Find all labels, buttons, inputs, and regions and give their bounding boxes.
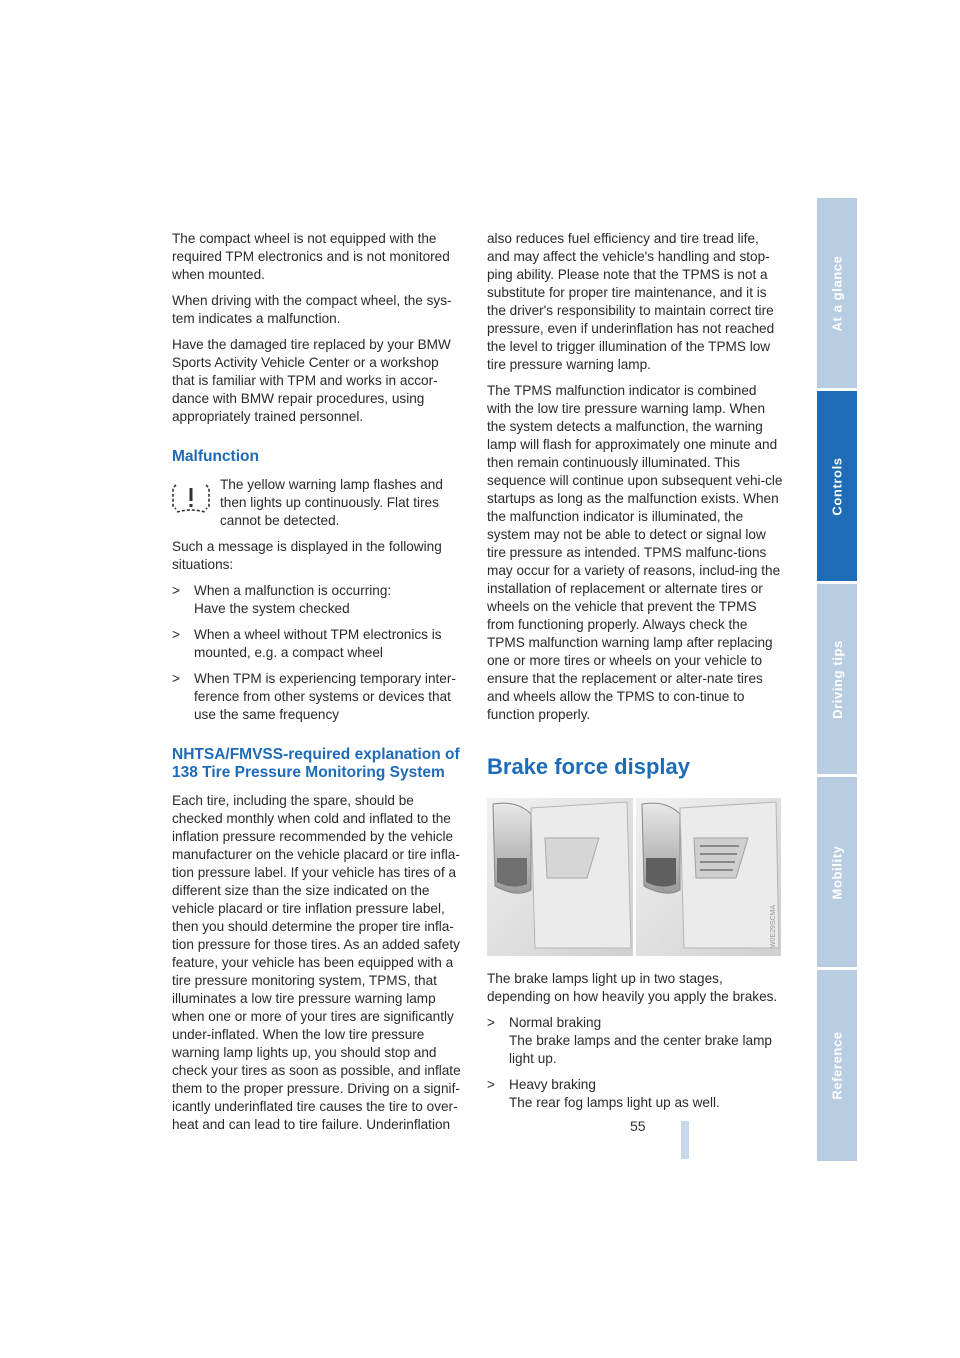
tab-label: Reference (829, 1031, 845, 1100)
situation-text: When a malfunction is occurring: (194, 583, 392, 598)
brake-item (487, 1076, 783, 1112)
bullet-mark: > (172, 583, 180, 598)
brake-item-text: The rear fog lamps light up as well. (509, 1095, 720, 1110)
right-column (487, 230, 783, 1120)
bullet-mark: > (172, 627, 180, 642)
warning-block (172, 476, 464, 530)
tab-label: At a glance (829, 255, 845, 331)
nhtsa-heading: NHTSA/FMVSS-required explanation of 138 Tire Pressure Monitoring System (172, 746, 460, 781)
situation-subtext: Have the system checked (194, 601, 350, 616)
warning-text: The yellow warning lamp flashes and then lights up continuously. Flat tires cannot be detected. (220, 477, 443, 528)
brake-lamps-illustration (487, 798, 781, 956)
bullet-mark: > (172, 671, 180, 686)
nhtsa-paragraph: Each tire, including the spare, should be checked monthly when cold and inflated to the inflation pressure recommended by the vehicle manufacturer on the vehicle placard or tire infla-tion pressure label. If your vehicle has tires of a different size than the size indicated on the vehicle placard or tire inflation pressure label, then you should determine the proper tire infla-tion pressure for those tires. As an added safety feature, your vehicle has been equipped with a tire pressure monitoring system, TPMS, that illuminates a low tire pressure warning lamp when one or more of your tires are significantly under-inflated. When the low tire pressure warning lamp lights up, you should stop and check your tires as soon as possible, and inflate them to the proper pressure. Driving on a signif-icantly underinflated tire causes the tire to over-heat and can lead to tire failure. Underinflation (172, 793, 461, 1132)
tab-label: Mobility (829, 845, 845, 899)
tab-mobility[interactable] (817, 777, 857, 967)
intro-paragraph-3: Have the damaged tire replaced by your BMW Sports Activity Vehicle Center or a workshop that is familiar with TPM and works in accor-dance with BMW repair procedures, using appropriately trained personnel. (172, 337, 451, 424)
tab-reference[interactable] (817, 970, 857, 1161)
malfunction-indicator-paragraph: The TPMS malfunction indicator is combined with the low tire pressure warning lamp. When the system detects a malfunction, the warning lamp will flash for approximately one minute and then remain continuously illuminated. This sequence will continue upon subsequent vehi-cle startups as long as the malfunction exists. When the malfunction indicator is illuminated, the system may not be able to detect or signal low tire pressure as intended. TPMS malfunc-tions may occur for a variety of reasons, includ-ing the installation of replacement or alternate tires or wheels on the vehicle that prevent the TPMS from functioning properly. Always check the TPMS malfunction warning lamp after replacing one or more tires or wheels on your vehicle to ensure that the replacement or alter-nate tires and wheels allow the TPMS to con-tinue to function properly. (487, 383, 783, 722)
situation-item (172, 582, 464, 618)
situation-item (172, 670, 464, 724)
situation-text: When a wheel without TPM electronics is mounted, e.g. a compact wheel (194, 627, 442, 660)
tab-controls[interactable] (817, 391, 857, 581)
left-column (172, 230, 464, 1142)
brake-item (487, 1014, 783, 1068)
tire-pressure-warning-icon (172, 478, 210, 516)
tab-label: Driving tips (829, 639, 845, 719)
situation-item (172, 626, 464, 662)
malfunction-heading: Malfunction (172, 448, 259, 465)
intro-paragraph-1: The compact wheel is not equipped with the required TPM electronics and is not monitored when mounted. (172, 231, 450, 282)
situations-intro: Such a message is displayed in the following situations: (172, 539, 442, 572)
tab-driving-tips[interactable] (817, 584, 857, 774)
continued-paragraph: also reduces fuel efficiency and tire tread life, and may affect the vehicle's handling and stop-ping ability. Please note that the TPMS is not a substitute for proper tire maintenance, and it is the driver's responsibility to maintain correct tire pressure, even if underinflation has not reached the level to trigger illumination of the TPMS low tire pressure warning lamp. (487, 231, 775, 372)
brake-lamps-figure (487, 798, 781, 956)
page-number: 55 (630, 1118, 646, 1134)
bullet-mark: > (487, 1077, 495, 1092)
figure-code: W0E29SCMA (770, 904, 777, 948)
page-number-marker (681, 1121, 689, 1159)
situation-text: When TPM is experiencing temporary inter-ference from other systems or devices that use the same frequency (194, 671, 456, 722)
tab-label: Controls (829, 456, 845, 516)
brake-item-title: Normal braking (509, 1015, 602, 1030)
bullet-mark: > (487, 1015, 495, 1030)
intro-paragraph-2: When driving with the compact wheel, the sys-tem indicates a malfunction. (172, 293, 452, 326)
tab-at-a-glance[interactable] (817, 198, 857, 388)
chapter-sidebar (817, 198, 857, 1161)
brake-item-text: The brake lamps and the center brake lamp light up. (509, 1033, 772, 1066)
brake-force-heading: Brake force display (487, 754, 690, 779)
brake-item-title: Heavy braking (509, 1077, 596, 1092)
brake-intro: The brake lamps light up in two stages, depending on how heavily you apply the brakes. (487, 971, 778, 1004)
